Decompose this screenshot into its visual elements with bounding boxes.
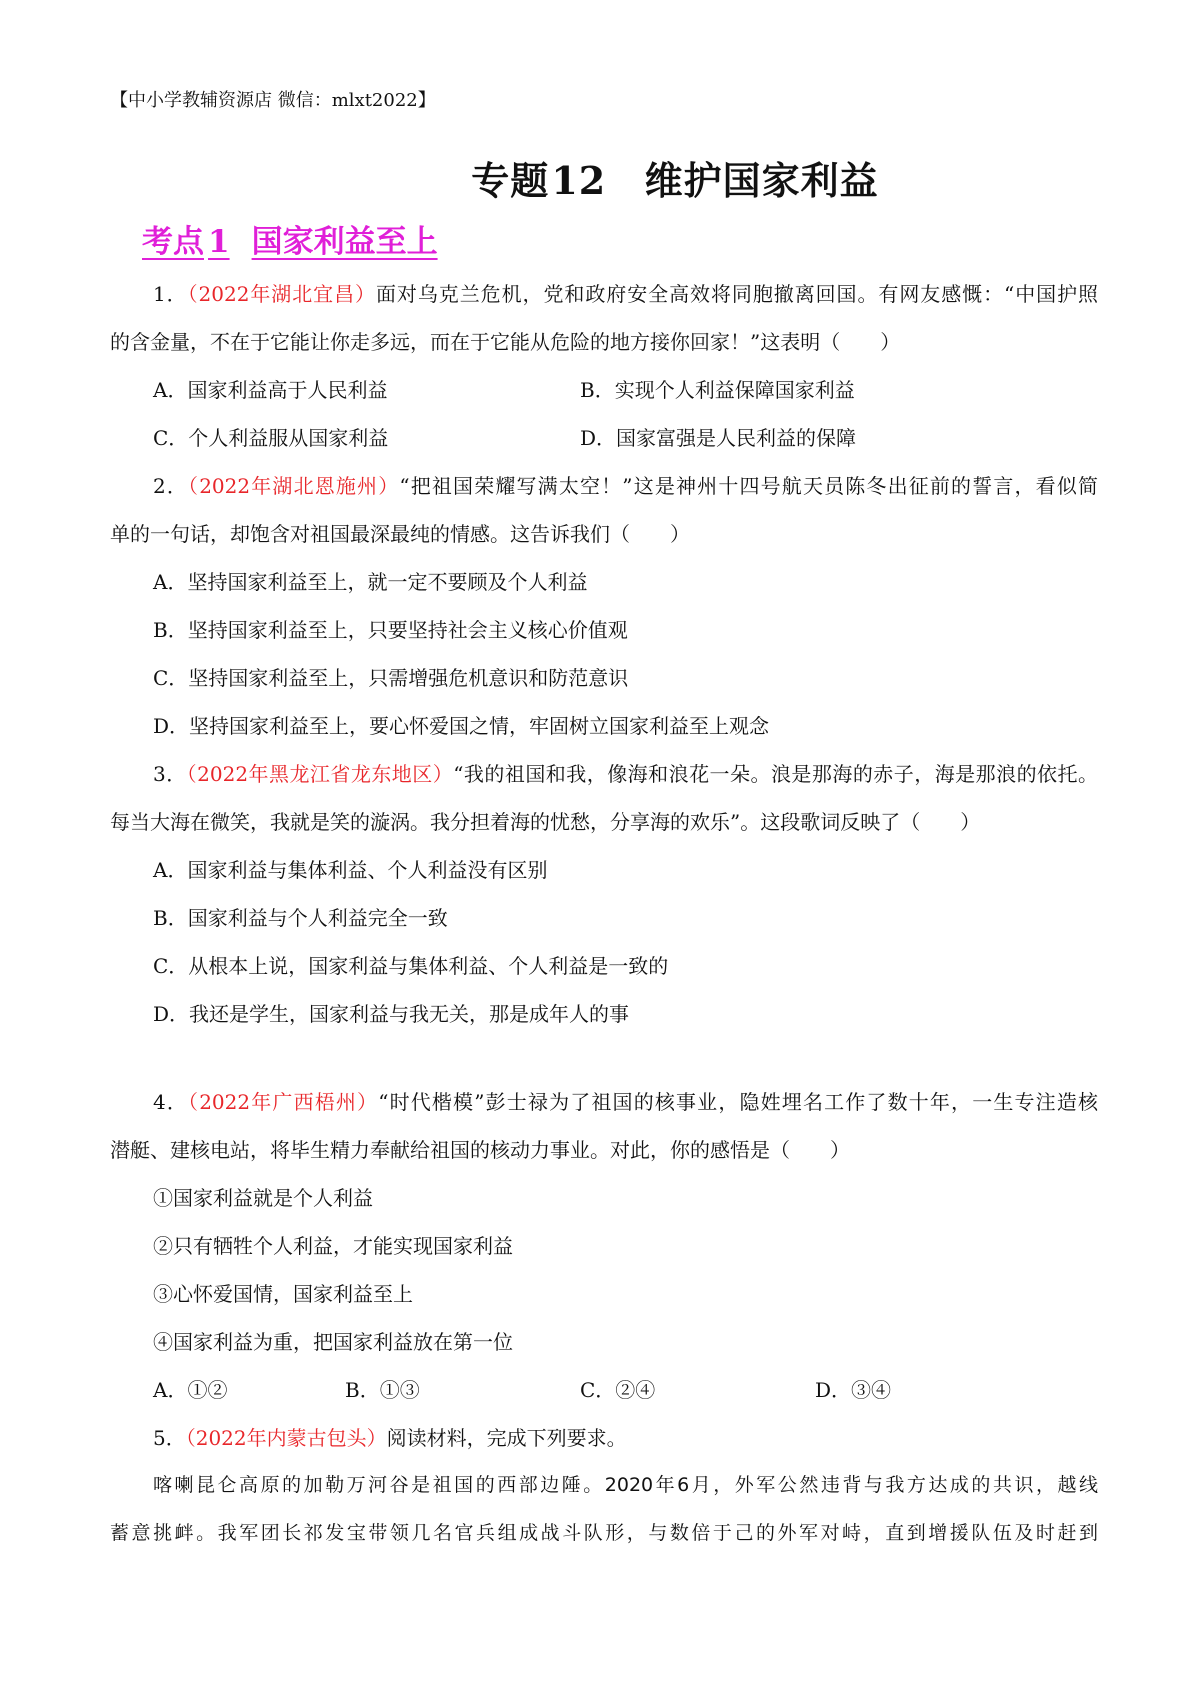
q1-stem-line1 <box>153 284 1098 304</box>
q2-option-a: A．坚持国家利益至上，就一定不要顾及个人利益 <box>153 570 588 594</box>
q5-stem-line1 <box>153 1428 627 1448</box>
title-text: 维护国家利益 <box>644 158 879 203</box>
q2-source: （2022年湖北恩施州） <box>188 474 400 498</box>
q4-statement-3: ③心怀爱国情，国家利益至上 <box>153 1282 413 1306</box>
q2-option-d: D．坚持国家利益至上，要心怀爱国之情，牢固树立国家利益至上观念 <box>153 714 770 738</box>
q3-stem-line2: 每当大海在微笑，我就是笑的漩涡。我分担着海的忧愁，分享海的欢乐”。这段歌词反映了（ ） <box>110 810 981 834</box>
q3-source: （2022年黑龙江省龙东地区） <box>186 762 454 786</box>
section-label: 考点 <box>142 224 204 260</box>
q3-number: 3． <box>153 762 187 786</box>
q4-option-b: B．①③ <box>345 1378 420 1402</box>
q2-option-c: C．坚持国家利益至上，只需增强危机意识和防范意识 <box>153 666 629 690</box>
q4-option-a: A．①② <box>153 1378 228 1402</box>
q1-number: 1． <box>153 282 188 306</box>
q4-statement-1: ①国家利益就是个人利益 <box>153 1186 373 1210</box>
q2-stem-line1 <box>153 476 1098 496</box>
q1-text-1: 面对乌克兰危机，党和政府安全高效将同胞撤离回国。有网友感慨：“中国护照 <box>376 282 1099 306</box>
page-title <box>0 150 1200 205</box>
q3-option-b: B．国家利益与个人利益完全一致 <box>153 906 448 930</box>
q3-stem-line1 <box>153 764 1098 784</box>
q2-stem-line2: 单的一句话，却饱含对祖国最深最纯的情感。这告诉我们（ ） <box>110 522 690 546</box>
q4-option-d: D．③④ <box>815 1378 892 1402</box>
q3-option-d: D．我还是学生，国家利益与我无关，那是成年人的事 <box>153 1002 630 1026</box>
q1-option-d: D．国家富强是人民利益的保障 <box>580 426 857 450</box>
q3-option-c: C．从根本上说，国家利益与集体利益、个人利益是一致的 <box>153 954 669 978</box>
q4-option-c: C．②④ <box>580 1378 656 1402</box>
q5-material-line2: 蓄意挑衅。我军团长祁发宝带领几名官兵组成战斗队形，与数倍于己的外军对峙，直到增援队伍及时赶到 <box>110 1522 1098 1544</box>
q4-stem-line1 <box>153 1092 1098 1112</box>
q2-text-1: “把祖国荣耀写满太空！”这是神州十四号航天员陈冬出征前的誓言，看似简 <box>399 474 1098 498</box>
q4-statement-4: ④国家利益为重，把国家利益放在第一位 <box>153 1330 513 1354</box>
q1-stem-line2: 的含金量，不在于它能让你走多远，而在于它能从危险的地方接你回家！”这表明（ ） <box>110 330 901 354</box>
q4-number: 4． <box>153 1090 189 1114</box>
q5-source: （2022年内蒙古包头） <box>185 1426 387 1450</box>
title-number: 12 <box>551 158 607 203</box>
q4-source: （2022年广西梧州） <box>188 1090 379 1114</box>
q5-text-1: 阅读材料，完成下列要求。 <box>386 1426 627 1450</box>
q3-text-1: “我的祖国和我，像海和浪花一朵。浪是那海的赤子，海是那浪的依托。 <box>453 762 1098 786</box>
section-text: 国家利益至上 <box>251 224 438 260</box>
q1-source: （2022年湖北宜昌） <box>187 282 376 306</box>
q5-material-line1: 喀喇昆仑高原的加勒万河谷是祖国的西部边陲。2020年6月，外军公然违背与我方达成的共识，越线 <box>153 1474 1098 1496</box>
title-prefix: 专题 <box>471 158 550 203</box>
section-heading <box>142 216 438 261</box>
q2-option-b: B．坚持国家利益至上，只要坚持社会主义核心价值观 <box>153 618 628 642</box>
q1-option-a: A．国家利益高于人民利益 <box>153 378 388 402</box>
q1-option-c: C．个人利益服从国家利益 <box>153 426 389 450</box>
section-number: 1 <box>208 224 230 260</box>
q5-number: 5． <box>153 1426 186 1450</box>
header-note: 【中小学教辅资源店 微信：mlxt2022】 <box>110 90 436 111</box>
q2-number: 2． <box>153 474 189 498</box>
q4-stem-line2: 潜艇、建核电站，将毕生精力奉献给祖国的核动力事业。对此，你的感悟是（ ） <box>110 1138 850 1162</box>
q4-text-1: “时代楷模”彭士禄为了祖国的核事业，隐姓埋名工作了数十年，一生专注造核 <box>378 1090 1098 1114</box>
q3-option-a: A．国家利益与集体利益、个人利益没有区别 <box>153 858 548 882</box>
q1-option-b: B．实现个人利益保障国家利益 <box>580 378 855 402</box>
q4-statement-2: ②只有牺牲个人利益，才能实现国家利益 <box>153 1234 513 1258</box>
